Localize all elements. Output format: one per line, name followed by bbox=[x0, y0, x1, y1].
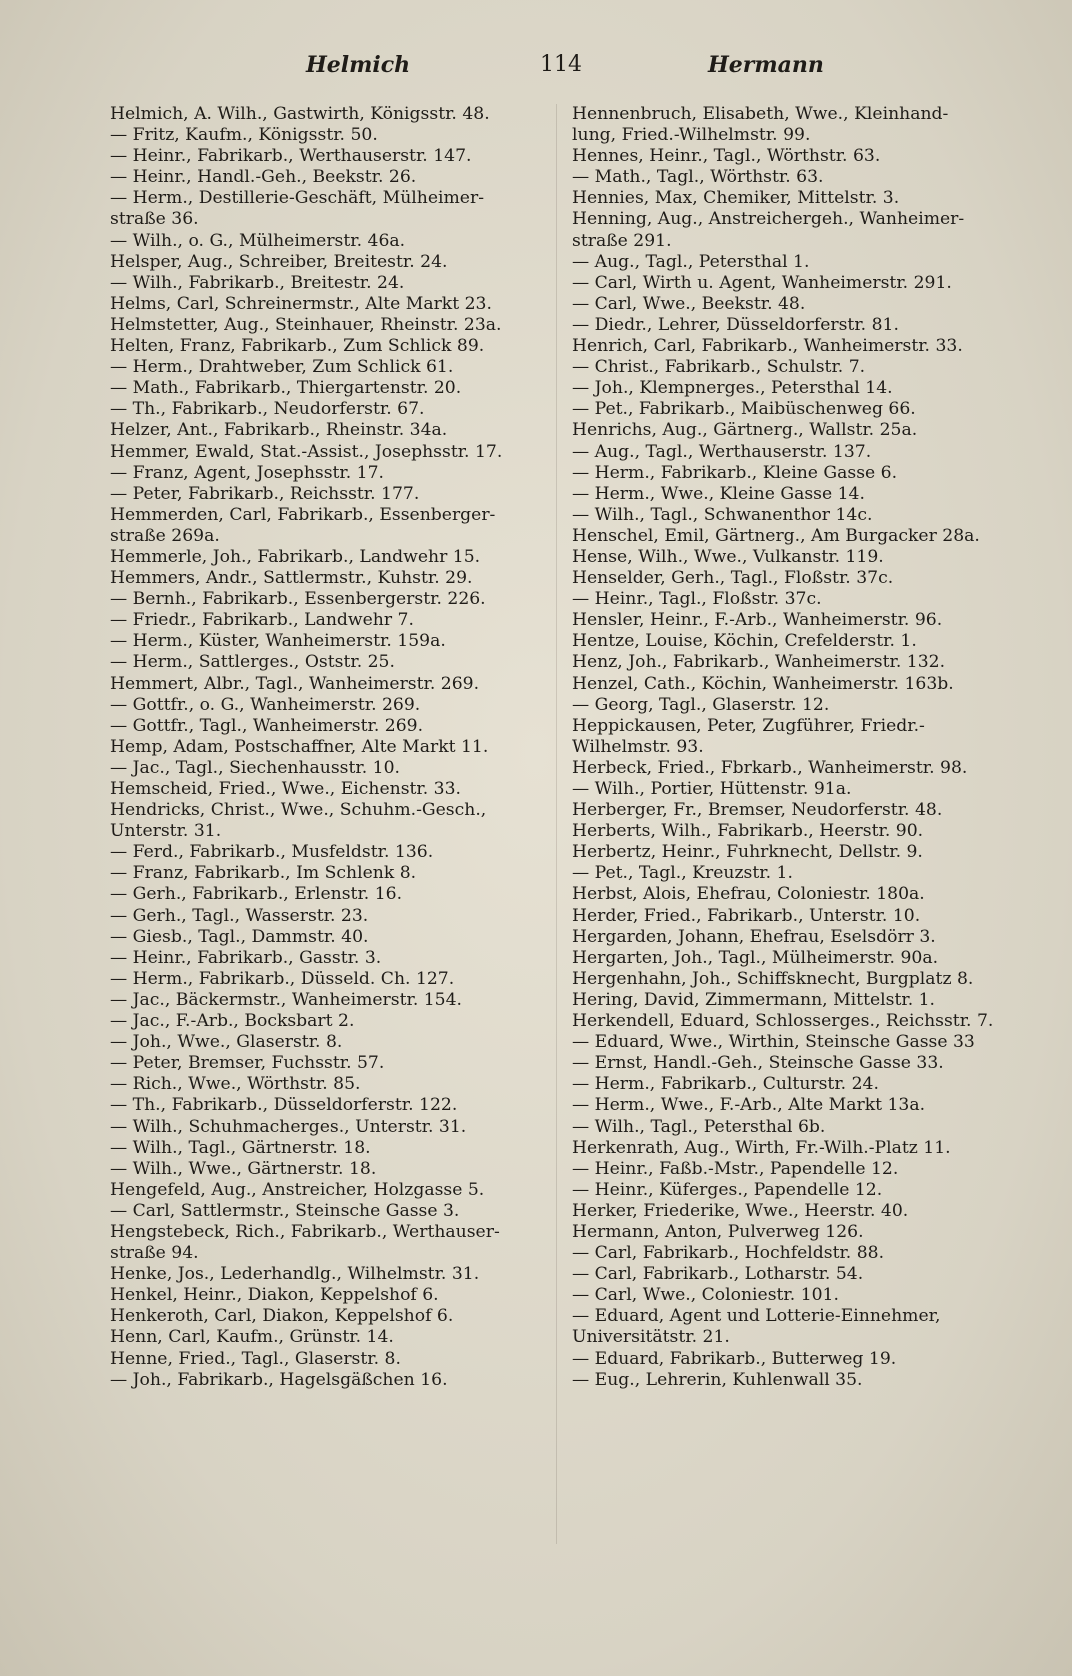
directory-entry-line: Hemmer, Ewald, Stat.-Assist., Josephsstr. 17. bbox=[110, 441, 503, 462]
directory-entry-line: — Carl, Wirth u. Agent, Wanheimerstr. 291. bbox=[572, 272, 952, 293]
directory-entry-line: Hense, Wilh., Wwe., Vulkanstr. 119. bbox=[572, 546, 884, 567]
directory-entry-line: Helmich, A. Wilh., Gastwirth, Königsstr. 48. bbox=[110, 104, 490, 124]
header-right-keyword: Hermann bbox=[708, 52, 824, 78]
directory-entry-line: — Wilh., Tagl., Schwanenthor 14c. bbox=[572, 504, 873, 525]
directory-entry-line: — Gerh., Tagl., Wasserstr. 23. bbox=[110, 905, 369, 926]
directory-entry-line: — Franz, Agent, Josephsstr. 17. bbox=[110, 462, 385, 483]
directory-entry-line: Hennies, Max, Chemiker, Mittelstr. 3. bbox=[572, 188, 900, 209]
directory-entry-line: Hemp, Adam, Postschaffner, Alte Markt 11. bbox=[110, 736, 489, 757]
directory-entry-line: Henrichs, Aug., Gärtnerg., Wallstr. 25a. bbox=[572, 420, 918, 441]
directory-entry-line: — Herm., Sattlerges., Oststr. 25. bbox=[110, 652, 395, 673]
directory-entry-line: — Georg, Tagl., Glaserstr. 12. bbox=[572, 694, 830, 715]
directory-entry-line: Henning, Aug., Anstreichergeh., Wanheimer- bbox=[572, 209, 965, 230]
directory-entry-line: — Herm., Wwe., F.-Arb., Alte Markt 13a. bbox=[572, 1095, 926, 1116]
directory-entry-line: — Herm., Drahtweber, Zum Schlick 61. bbox=[110, 357, 454, 378]
directory-entry-line: Hermann, Anton, Pulverweg 126. bbox=[572, 1221, 864, 1242]
directory-entry-line: Henn, Carl, Kaufm., Grünstr. 14. bbox=[110, 1327, 394, 1348]
directory-entry-line: Hemmert, Albr., Tagl., Wanheimerstr. 269. bbox=[110, 673, 480, 694]
directory-entry-line: — Joh., Klempnerges., Petersthal 14. bbox=[572, 378, 893, 399]
directory-entry-line: — Bernh., Fabrikarb., Essenbergerstr. 226. bbox=[110, 589, 486, 610]
directory-entry-line: Herder, Fried., Fabrikarb., Unterstr. 10. bbox=[572, 905, 921, 926]
directory-entry-line: — Math., Tagl., Wörthstr. 63. bbox=[572, 167, 824, 188]
directory-entry-line: — Carl, Wwe., Coloniestr. 101. bbox=[572, 1285, 839, 1306]
directory-entry-line: — Herm., Küster, Wanheimerstr. 159a. bbox=[110, 631, 446, 652]
directory-entry-line: Hennes, Heinr., Tagl., Wörthstr. 63. bbox=[572, 146, 881, 167]
directory-entry-line: — Joh., Wwe., Glaserstr. 8. bbox=[110, 1032, 343, 1053]
directory-entry-line: — Aug., Tagl., Petersthal 1. bbox=[572, 251, 810, 272]
directory-entry-line: — Heinr., Faßb.-Mstr., Papendelle 12. bbox=[572, 1158, 899, 1179]
directory-entry-line: — Wilh., Schuhmacherges., Unterstr. 31. bbox=[110, 1116, 467, 1137]
directory-entry-line: — Carl, Fabrikarb., Hochfeldstr. 88. bbox=[572, 1243, 885, 1264]
directory-entry-line: — Heinr., Küferges., Papendelle 12. bbox=[572, 1179, 883, 1200]
directory-entry-line: — Carl, Fabrikarb., Lotharstr. 54. bbox=[572, 1264, 864, 1285]
directory-entry-line: Hering, David, Zimmermann, Mittelstr. 1. bbox=[572, 989, 936, 1010]
directory-entry-line: Herkenrath, Aug., Wirth, Fr.-Wilh.-Platz 11. bbox=[572, 1137, 951, 1158]
directory-entry-line: — Herm., Destillerie-Geschäft, Mülheimer- bbox=[110, 188, 485, 209]
directory-entry-line: — Jac., Tagl., Siechenhausstr. 10. bbox=[110, 757, 400, 778]
directory-entry-line: Hennenbruch, Elisabeth, Wwe., Kleinhand- bbox=[572, 104, 949, 124]
directory-entry-line: — Peter, Fabrikarb., Reichsstr. 177. bbox=[110, 483, 420, 504]
directory-entry-line: Henzel, Cath., Köchin, Wanheimerstr. 163b. bbox=[572, 673, 954, 694]
directory-entry-line: Herbst, Alois, Ehefrau, Coloniestr. 180a. bbox=[572, 884, 925, 905]
page-header bbox=[110, 52, 1012, 92]
directory-entry-line: Herker, Friederike, Wwe., Heerstr. 40. bbox=[572, 1200, 909, 1221]
directory-entry-line: — Herm., Fabrikarb., Düsseld. Ch. 127. bbox=[110, 968, 455, 989]
directory-entry-line: Hemmerle, Joh., Fabrikarb., Landwehr 15. bbox=[110, 546, 481, 567]
directory-entry-line: — Wilh., o. G., Mülheimerstr. 46a. bbox=[110, 230, 406, 251]
directory-entry-line: Hergenhahn, Joh., Schiffsknecht, Burgplatz 8. bbox=[572, 968, 974, 989]
directory-entry-line: Henne, Fried., Tagl., Glaserstr. 8. bbox=[110, 1348, 401, 1369]
directory-entry-line: Henselder, Gerh., Tagl., Floßstr. 37c. bbox=[572, 568, 894, 589]
directory-entry-line: straße 94. bbox=[110, 1243, 199, 1264]
directory-entry-line: Herberts, Wilh., Fabrikarb., Heerstr. 90. bbox=[572, 821, 924, 842]
directory-entry-line: — Giesb., Tagl., Dammstr. 40. bbox=[110, 926, 369, 947]
directory-entry-line: — Eduard, Wwe., Wirthin, Steinsche Gasse 33 bbox=[572, 1032, 975, 1053]
directory-entry-line: — Th., Fabrikarb., Düsseldorferstr. 122. bbox=[110, 1095, 458, 1116]
directory-entry-line: Henkeroth, Carl, Diakon, Keppelshof 6. bbox=[110, 1306, 454, 1327]
directory-entry-line: — Eduard, Fabrikarb., Butterweg 19. bbox=[572, 1348, 897, 1369]
directory-entry-line: Helsper, Aug., Schreiber, Breitestr. 24. bbox=[110, 251, 448, 272]
directory-entry-line: — Aug., Tagl., Werthauserstr. 137. bbox=[572, 441, 872, 462]
directory-entry-line: — Gerh., Fabrikarb., Erlenstr. 16. bbox=[110, 884, 403, 905]
directory-entry-line: Hemmerden, Carl, Fabrikarb., Essenberger- bbox=[110, 504, 496, 525]
directory-entry-line: Helmstetter, Aug., Steinhauer, Rheinstr. 23a. bbox=[110, 314, 502, 335]
directory-entry-line: Henrich, Carl, Fabrikarb., Wanheimerstr. 33. bbox=[572, 336, 963, 357]
directory-entry-line: — Heinr., Fabrikarb., Gasstr. 3. bbox=[110, 947, 382, 968]
directory-entry-line: Wilhelmstr. 93. bbox=[572, 736, 704, 757]
directory-entry-line: — Wilh., Fabrikarb., Breitestr. 24. bbox=[110, 272, 405, 293]
directory-entry-line: lung, Fried.-Wilhelmstr. 99. bbox=[572, 125, 811, 146]
directory-entry-line: — Rich., Wwe., Wörthstr. 85. bbox=[110, 1074, 361, 1095]
directory-entry-line: — Gottfr., o. G., Wanheimerstr. 269. bbox=[110, 694, 421, 715]
directory-entry-line: — Peter, Bremser, Fuchsstr. 57. bbox=[110, 1053, 385, 1074]
directory-entry-line: Hendricks, Christ., Wwe., Schuhm.-Gesch., bbox=[110, 800, 487, 821]
directory-entry-line: Hentze, Louise, Köchin, Crefelderstr. 1. bbox=[572, 631, 917, 652]
directory-entry-line: — Ernst, Handl.-Geh., Steinsche Gasse 33. bbox=[572, 1053, 944, 1074]
page-number: 114 bbox=[540, 52, 582, 77]
directory-entry-line: Herberger, Fr., Bremser, Neudorferstr. 48. bbox=[572, 800, 943, 821]
directory-entry-line: Helms, Carl, Schreinermstr., Alte Markt 23. bbox=[110, 293, 492, 314]
directory-entry-line: Hemmers, Andr., Sattlermstr., Kuhstr. 29. bbox=[110, 568, 473, 589]
directory-entry-line: Heppickausen, Peter, Zugführer, Friedr.- bbox=[572, 715, 925, 736]
directory-entry-line: Hergarden, Johann, Ehefrau, Eselsdörr 3. bbox=[572, 926, 936, 947]
directory-entry-line: straße 291. bbox=[572, 230, 672, 251]
directory-entry-line: straße 36. bbox=[110, 209, 199, 230]
directory-entry-line: — Joh., Fabrikarb., Hagelsgäßchen 16. bbox=[110, 1369, 448, 1390]
left-column bbox=[110, 104, 552, 1391]
directory-entry-line: Hergarten, Joh., Tagl., Mülheimerstr. 90a. bbox=[572, 947, 939, 968]
directory-entry-line: Herbeck, Fried., Fbrkarb., Wanheimerstr. 98. bbox=[572, 757, 968, 778]
right-column bbox=[572, 104, 1012, 1391]
directory-entry-line: Helten, Franz, Fabrikarb., Zum Schlick 89. bbox=[110, 336, 485, 357]
directory-entry-line: — Pet., Tagl., Kreuzstr. 1. bbox=[572, 863, 793, 884]
directory-entry-line: — Carl, Sattlermstr., Steinsche Gasse 3. bbox=[110, 1200, 460, 1221]
directory-entry-line: Herbertz, Heinr., Fuhrknecht, Dellstr. 9. bbox=[572, 842, 923, 863]
directory-entry-line: — Herm., Fabrikarb., Culturstr. 24. bbox=[572, 1074, 879, 1095]
directory-entry-line: — Christ., Fabrikarb., Schulstr. 7. bbox=[572, 357, 866, 378]
directory-entry-line: — Jac., Bäckermstr., Wanheimerstr. 154. bbox=[110, 989, 463, 1010]
directory-entry-line: — Pet., Fabrikarb., Maibüschenweg 66. bbox=[572, 399, 916, 420]
directory-entry-line: — Wilh., Wwe., Gärtnerstr. 18. bbox=[110, 1158, 377, 1179]
directory-entry-line: Helzer, Ant., Fabrikarb., Rheinstr. 34a. bbox=[110, 420, 448, 441]
directory-entry-line: — Th., Fabrikarb., Neudorferstr. 67. bbox=[110, 399, 425, 420]
directory-entry-line: Henz, Joh., Fabrikarb., Wanheimerstr. 132. bbox=[572, 652, 946, 673]
directory-entry-line: Herkendell, Eduard, Schlosserges., Reichsstr. 7. bbox=[572, 1011, 994, 1032]
directory-entry-line: Henke, Jos., Lederhandlg., Wilhelmstr. 31. bbox=[110, 1264, 480, 1285]
directory-entry-line: Henschel, Emil, Gärtnerg., Am Burgacker 28a. bbox=[572, 525, 980, 546]
directory-entry-line: — Wilh., Portier, Hüttenstr. 91a. bbox=[572, 779, 852, 799]
directory-entry-line: — Franz, Fabrikarb., Im Schlenk 8. bbox=[110, 863, 417, 884]
directory-entry-line: — Wilh., Tagl., Petersthal 6b. bbox=[572, 1116, 826, 1137]
directory-entry-line: — Wilh., Tagl., Gärtnerstr. 18. bbox=[110, 1137, 371, 1158]
directory-entry-line: Universitätstr. 21. bbox=[572, 1327, 730, 1348]
directory-entry-line: — Eug., Lehrerin, Kuhlenwall 35. bbox=[572, 1369, 863, 1390]
directory-entry-line: Hengefeld, Aug., Anstreicher, Holzgasse 5. bbox=[110, 1179, 485, 1200]
directory-entry-line: — Heinr., Fabrikarb., Werthauserstr. 147. bbox=[110, 146, 472, 167]
directory-entry-line: Hengstebeck, Rich., Fabrikarb., Werthauser- bbox=[110, 1221, 500, 1242]
directory-entry-line: — Jac., F.-Arb., Bocksbart 2. bbox=[110, 1011, 355, 1032]
directory-entry-line: — Gottfr., Tagl., Wanheimerstr. 269. bbox=[110, 715, 424, 736]
directory-entry-line: — Diedr., Lehrer, Düsseldorferstr. 81. bbox=[572, 314, 899, 335]
directory-entry-line: — Heinr., Handl.-Geh., Beekstr. 26. bbox=[110, 167, 417, 188]
directory-entry-line: — Friedr., Fabrikarb., Landwehr 7. bbox=[110, 610, 414, 631]
directory-entry-line: — Math., Fabrikarb., Thiergartenstr. 20. bbox=[110, 378, 462, 399]
column-divider bbox=[556, 104, 557, 1544]
directory-entry-line: — Eduard, Agent und Lotterie-Einnehmer, bbox=[572, 1306, 941, 1327]
directory-entry-line: — Ferd., Fabrikarb., Musfeldstr. 136. bbox=[110, 842, 434, 863]
directory-entry-line: — Heinr., Tagl., Floßstr. 37c. bbox=[572, 589, 822, 610]
directory-entry-line: — Carl, Wwe., Beekstr. 48. bbox=[572, 293, 806, 314]
directory-entry-line: — Herm., Wwe., Kleine Gasse 14. bbox=[572, 483, 865, 504]
directory-entry-line: Henkel, Heinr., Diakon, Keppelshof 6. bbox=[110, 1285, 439, 1306]
directory-entry-line: — Fritz, Kaufm., Königsstr. 50. bbox=[110, 125, 378, 146]
directory-entry-line: straße 269a. bbox=[110, 525, 220, 546]
directory-entry-line: Unterstr. 31. bbox=[110, 821, 222, 842]
directory-entry-line: Hensler, Heinr., F.-Arb., Wanheimerstr. 96. bbox=[572, 610, 943, 631]
directory-entry-line: — Herm., Fabrikarb., Kleine Gasse 6. bbox=[572, 462, 898, 483]
directory-entry-line: Hemscheid, Fried., Wwe., Eichenstr. 33. bbox=[110, 779, 462, 799]
header-left-keyword: Helmich bbox=[306, 52, 411, 78]
